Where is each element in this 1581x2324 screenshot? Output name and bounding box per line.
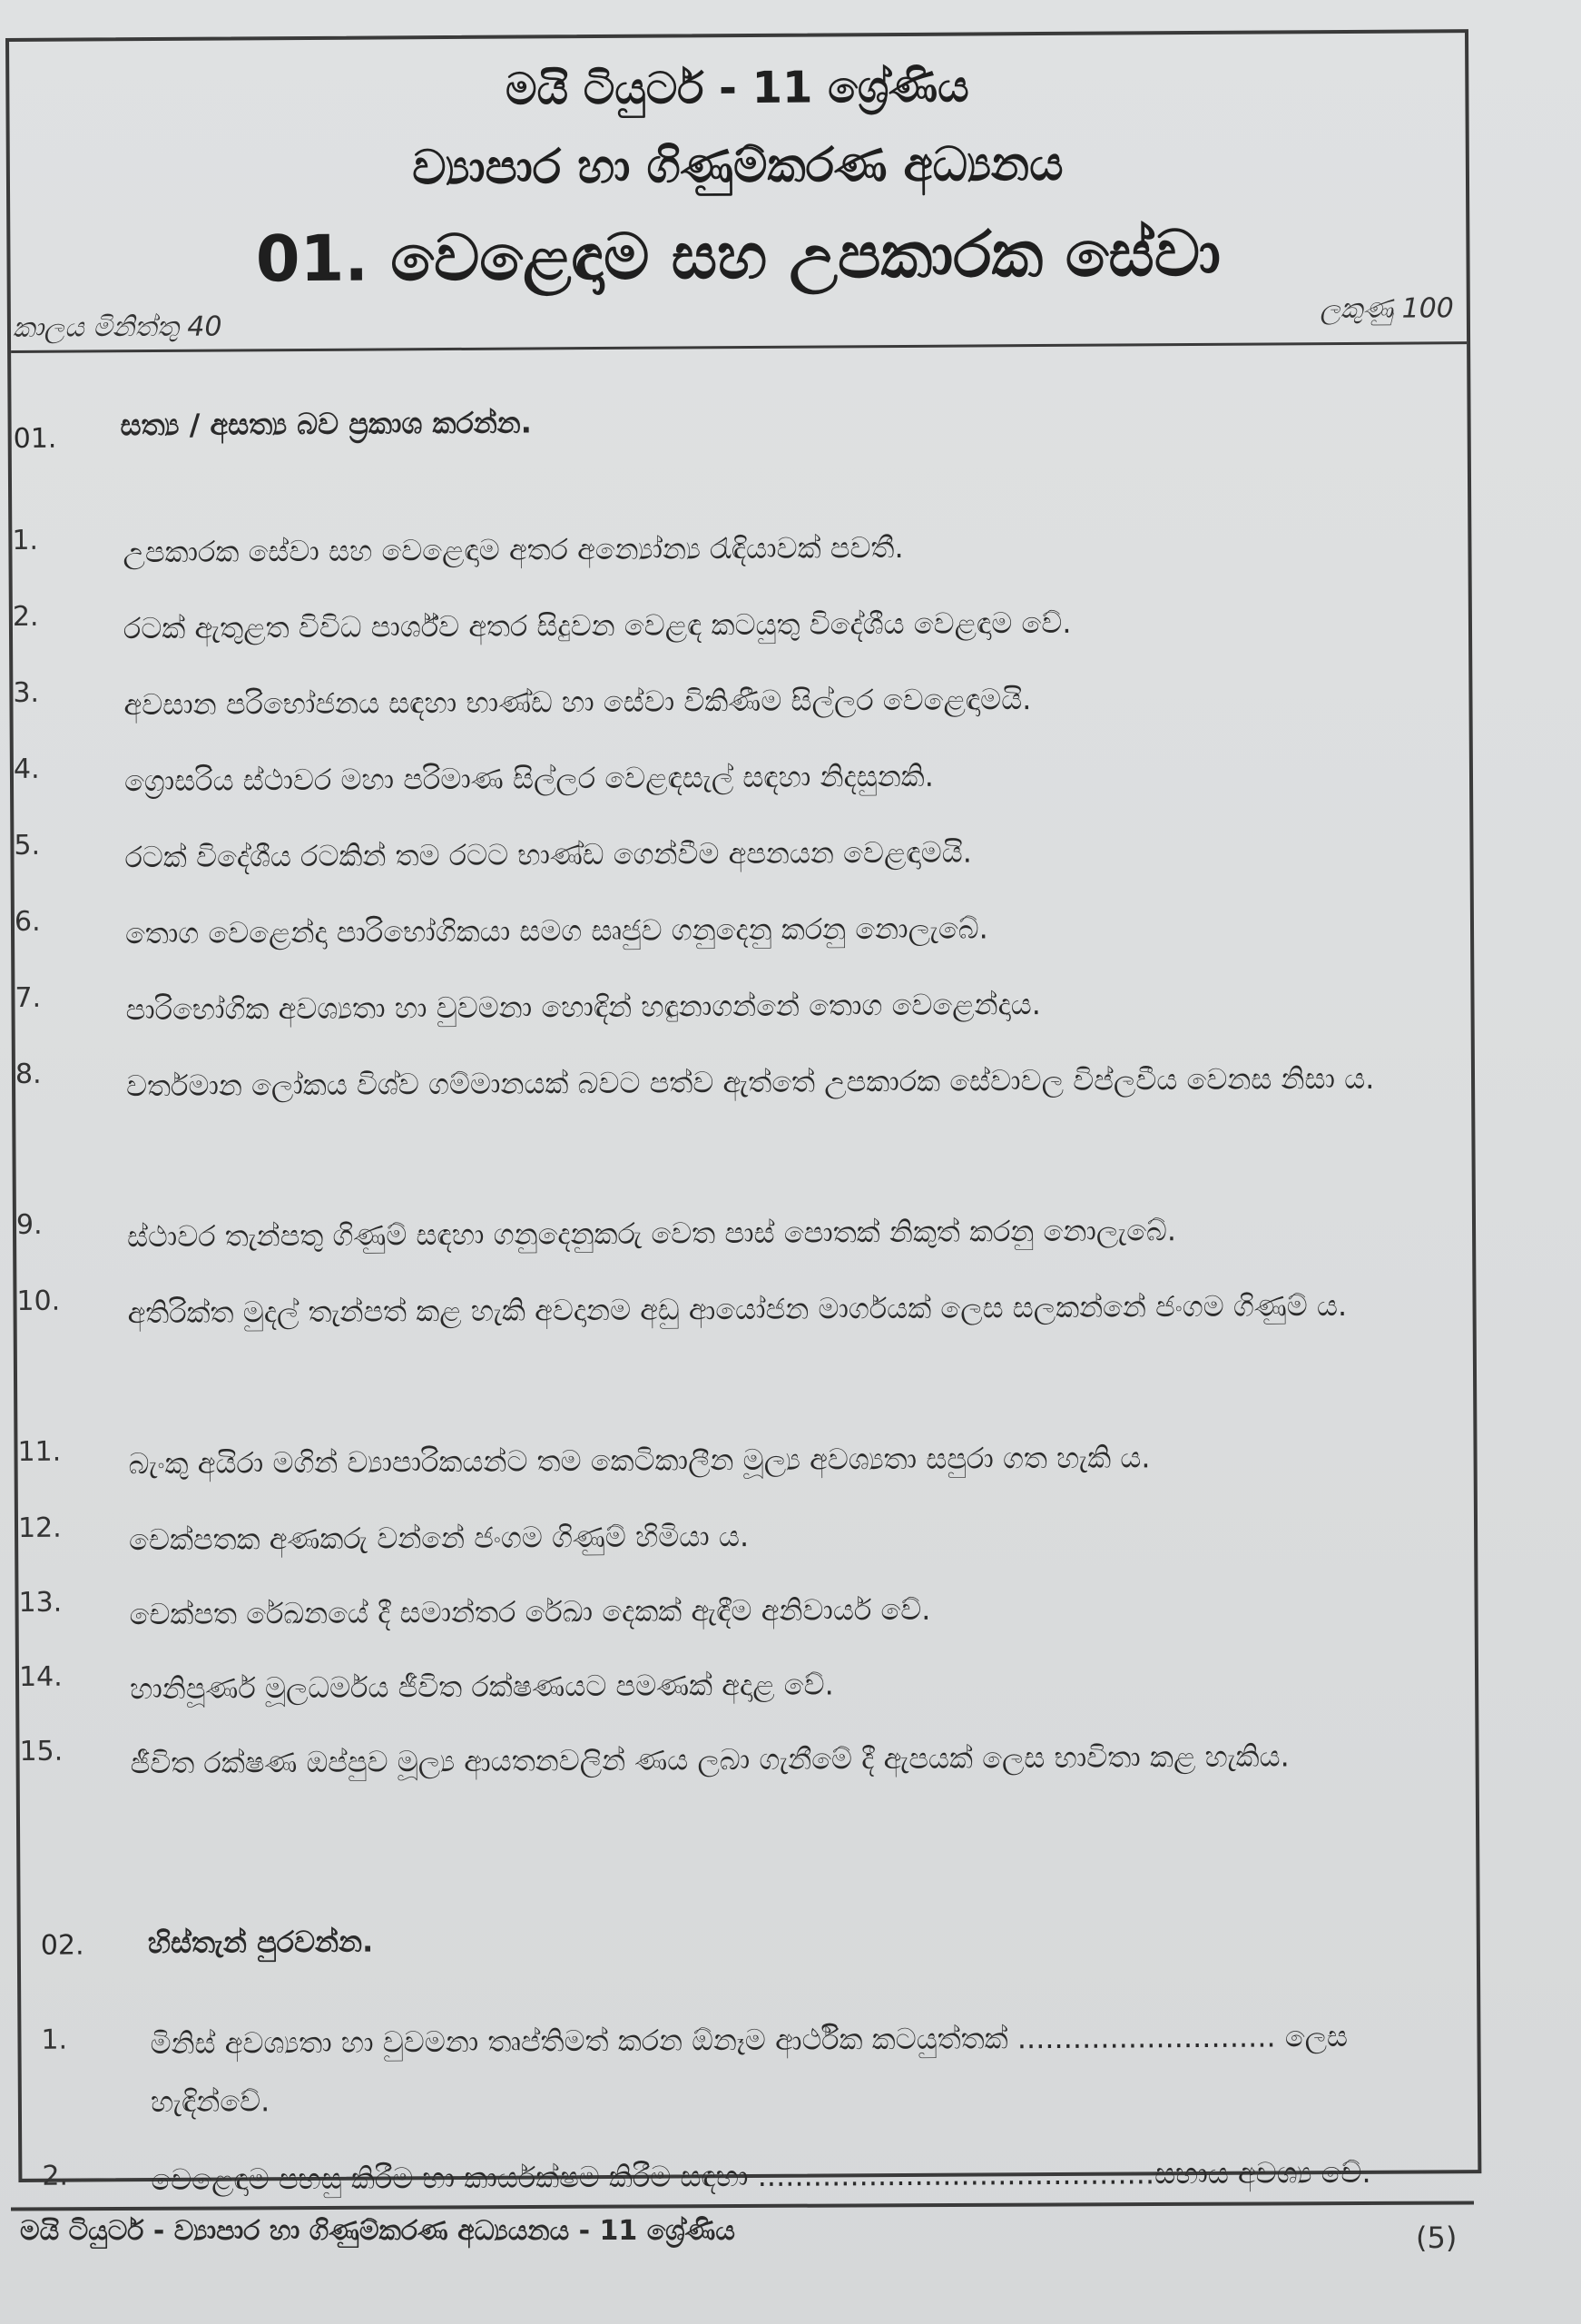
question-number: 1.: [41, 2024, 68, 2056]
question-text: රටක් ඇතුළත විවිධ පාර්ශ්ව අතර සිදුවන වෙළඳ කටයුතු විදේශීය වෙළඳාම වේ.: [123, 605, 1072, 646]
question-text: ජීවිත රක්ෂණ ඔප්පුව මූල්‍ය ආයතනවලින් ණය ලබා ගැනීමේ දී ඇපයක් ලෙස භාවිතා කළ හැකිය.: [130, 1738, 1290, 1781]
fill-blank-item: [22, 2152, 1474, 2198]
footer-title: මයි ටියුටර් - ව්‍යාපාර හා ගිණුම්කරණ අධ්‍යයනය - 11 ශ්‍රේණිය: [20, 2215, 735, 2247]
question-text: වෙළෙඳාම පහසු කිරීම හා කාර්යක්ෂම කිරීම සඳහා ...........................................සහාය අවශ්‍ය වේ.: [151, 2154, 1371, 2198]
question-item: [15, 973, 1467, 1028]
series-title: මයි ටියුටර් - 11 ශ්‍රේණිය: [505, 61, 969, 115]
question-number: 9.: [15, 1208, 43, 1241]
question-item: [17, 1427, 1469, 1482]
worksheet-header: [9, 33, 1467, 353]
page-number: (5): [1416, 2221, 1458, 2255]
question-number: 8.: [15, 1058, 42, 1090]
question-text: ග්‍රොසරිය ස්ථාවර මහා පරිමාණ සිල්ලර වෙළඳසැල් සඳහා නිදසුනකි.: [123, 758, 935, 799]
question-item: [12, 516, 1464, 570]
section-1-title: සත්‍ය / අසත්‍ය බව ප්‍රකාශ කරන්න.: [120, 405, 532, 443]
question-text: උපකාරක සේවා සහ වෙළෙඳාම අතර අන්‍යෝන්‍ය රැඳියාවක් පවතී.: [123, 529, 904, 570]
question-text: තොග වෙළෙන්දා පාරිභෝගිකයා සමග සෘජුව ගනුදෙනු කරනු නොලැබේ.: [124, 911, 988, 951]
question-text: අතිරික්ත මුදල් තැන්පත් කළ හැකි අවදානම අඩු ආයෝජන මාර්ගයක් ලෙස සලකන්නේ ජංගම ගිණුම් ය.: [127, 1287, 1348, 1331]
question-number: 15.: [19, 1735, 64, 1768]
question-text: රටක් විදේශීය රටකින් තම රටට භාණ්ඩ ගෙන්වීම අපනයන වෙළඳාමයි.: [124, 834, 972, 875]
question-number: 7.: [15, 981, 42, 1014]
section-1-number: 01.: [13, 422, 57, 455]
question-item: [13, 744, 1466, 799]
question-number: 10.: [16, 1285, 61, 1317]
question-item: [18, 1578, 1470, 1632]
question-item: [19, 1727, 1471, 1781]
question-text: ස්ථාවර තැන්පතු ගිණුම් සඳහා ගනුදෙනුකරු වෙත පාස් පොතක් නිකුත් කරනු නොලැබේ.: [126, 1213, 1177, 1255]
question-text: අවසාන පරිභෝජනය සඳහා භාණ්ඩ හා සේවා විකිණීම සිල්ලර වෙළෙඳාමයි.: [123, 682, 1032, 723]
question-text: වර්තමාන ලෝකය විශ්ව ගම්මානයක් බවට පත්ව ඇත්තේ උපකාරක සේවාවල විප්ලවීය වෙනස නිසා ය.: [125, 1060, 1375, 1104]
question-number: 3.: [13, 676, 40, 709]
question-text: බැංකු අයිරා මගින් ව්‍යාපාරිකයන්ට තම කෙටිකාලීන මූල්‍ය අවශ්‍යතා සපුරා ගත හැකි ය.: [128, 1440, 1151, 1482]
section-2-title: හිස්තැන් පුරවන්න.: [147, 1924, 374, 1961]
question-number: 14.: [18, 1660, 63, 1693]
question-number: 2.: [12, 600, 39, 633]
question-text: චෙක්පතක අණකරු වන්නේ ජංගම ගිණුම් හිමියා ය.: [128, 1519, 750, 1558]
question-number: 5.: [14, 829, 41, 862]
section-2-number: 02.: [40, 1929, 84, 1962]
question-item: [17, 1503, 1470, 1558]
worksheet-frame: [5, 29, 1481, 2198]
question-item: [14, 821, 1466, 875]
question-item: [13, 668, 1465, 723]
question-number: 12.: [17, 1512, 62, 1544]
total-marks: ලකුණු 100: [1319, 292, 1454, 326]
question-item: [16, 1276, 1468, 1331]
question-number: 1.: [12, 524, 39, 556]
chapter-title: 01. වෙළෙඳාම සහ උපකාරක සේවා: [255, 215, 1222, 297]
question-text: මිනිස් අවශ්‍යතා හා වුවමනා තෘප්තිමත් කරන ඕනෑම ආර්ථික කටයුත්තක් ............................ ලෙස හැඳින්වේ.: [150, 2019, 1349, 2120]
question-number: 13.: [18, 1586, 63, 1619]
question-text: හානිපූර්ණ මූලධර්මය ජීවිත රක්ෂණයට පමණක් අදාළ වේ.: [129, 1667, 834, 1707]
question-number: 4.: [13, 753, 40, 785]
question-number: 2.: [42, 2160, 69, 2192]
question-item: [18, 1652, 1471, 1707]
question-number: 11.: [17, 1435, 62, 1468]
fill-blank-item: [21, 2015, 1473, 2120]
question-text: චෙක්පත රේඛනයේ දී සමාන්තර රේඛා දෙකක් ඇඳීම අනිවාර්ය වේ.: [129, 1591, 931, 1632]
question-item: [12, 592, 1465, 646]
time-allowed: කාලය මිනිත්තු 40: [12, 310, 222, 344]
question-text: පාරිභෝගික අවශ්‍යතා හා වුවමනා හොඳින් හඳුනාගන්නේ තොග වෙළෙන්දාය.: [125, 987, 1042, 1028]
question-item: [15, 1049, 1468, 1104]
question-item: [14, 897, 1467, 951]
question-item: [15, 1200, 1468, 1255]
subject-title: ව්‍යාපාර හා ගිණුම්කරණ අධ්‍යනය: [411, 136, 1064, 196]
question-number: 6.: [14, 905, 41, 938]
